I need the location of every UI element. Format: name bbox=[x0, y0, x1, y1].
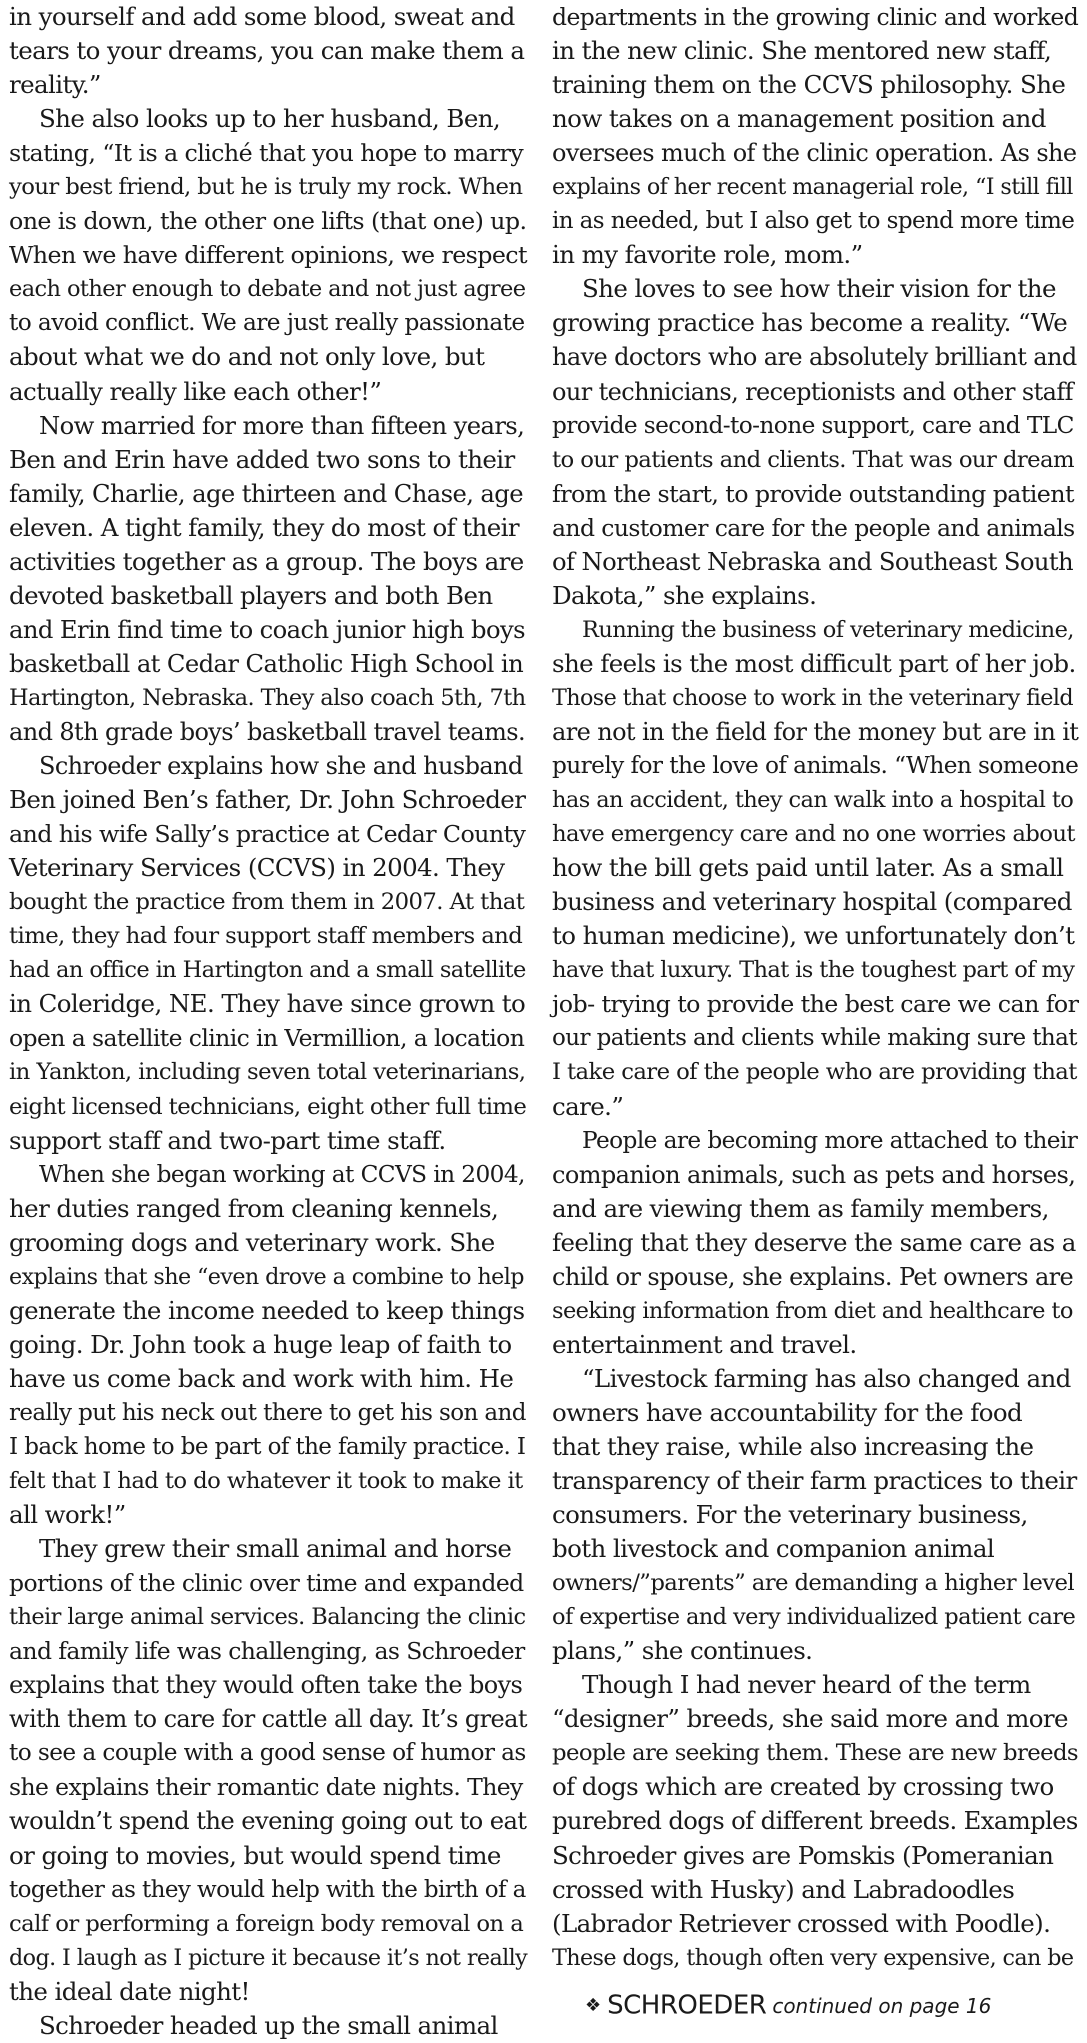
text-line: in yourself and add some blood, sweat and bbox=[9, 2, 515, 31]
text-line: “designer” breeds, she said more and more bbox=[552, 1704, 1068, 1734]
text-line: purebred dogs of different breeds. Examples bbox=[552, 1806, 1078, 1836]
text-line: stating, “It is a cliché that you hope to marry bbox=[9, 139, 524, 168]
text-line: When she began working at CCVS in 2004, bbox=[39, 1160, 525, 1188]
text-line: open a satellite clinic in Vermillion, a location bbox=[9, 1024, 525, 1053]
text-line: have us come back and work with him. He bbox=[9, 1363, 514, 1393]
text-line: one is down, the other one lifts (that one) up. bbox=[9, 207, 527, 236]
text-line: business and veterinary hospital (compared bbox=[552, 887, 1072, 917]
text-line: all work!” bbox=[9, 1500, 126, 1530]
text-line: They grew their small animal and horse bbox=[39, 1534, 512, 1564]
text-line: of dogs which are created by crossing two bbox=[552, 1772, 1054, 1802]
text-line: of expertise and very individualized patient care bbox=[552, 1604, 1076, 1631]
text-line: and 8th grade boys’ basketball travel teams. bbox=[9, 717, 526, 746]
text-line: Schroeder explains how she and husband bbox=[39, 752, 523, 781]
text-line: and customer care for the people and animals bbox=[552, 513, 1075, 542]
text-line: activities together as a group. The boys are bbox=[9, 546, 524, 576]
left-column bbox=[9, 0, 527, 2043]
continuation-name: SCHROEDER bbox=[607, 1990, 767, 2021]
text-line: have that luxury. That is the toughest part of my bbox=[552, 957, 1075, 984]
text-line: child or spouse, she explains. Pet owners are bbox=[552, 1262, 1074, 1291]
text-line: Schroeder headed up the small animal bbox=[39, 2010, 498, 2040]
text-line: to avoid conflict. We are just really passionate bbox=[9, 309, 525, 337]
text-line: support staff and two-part time staff. bbox=[9, 1125, 446, 1155]
text-line: from the start, to provide outstanding patient bbox=[552, 479, 1074, 508]
text-line: Those that choose to work in the veterinary field bbox=[552, 684, 1074, 711]
text-line: I take care of the people who are providing that bbox=[552, 1059, 1077, 1086]
text-line: grooming dogs and veterinary work. She bbox=[9, 1227, 495, 1257]
text-line: of Northeast Nebraska and Southeast South bbox=[552, 546, 1074, 576]
text-line: time, they had four support staff members and bbox=[9, 923, 523, 950]
text-line: Now married for more than fifteen years, bbox=[39, 410, 525, 440]
text-line: how the bill gets paid until later. As a small bbox=[552, 853, 1064, 883]
continuation-text: continued on page 16 bbox=[772, 1993, 992, 2018]
text-line: eleven. A tight family, they do most of their bbox=[9, 512, 519, 542]
text-line: have emergency care and no one worries about bbox=[552, 821, 1075, 848]
text-line: Running the business of veterinary medicine, bbox=[582, 616, 1074, 643]
text-line: and Erin find time to coach junior high boys bbox=[9, 614, 525, 644]
text-line: Ben joined Ben’s father, Dr. John Schroeder bbox=[9, 785, 526, 815]
text-line: that they raise, while also increasing the bbox=[552, 1431, 1034, 1461]
text-line: in Yankton, including seven total veterinarians, bbox=[9, 1059, 526, 1086]
text-line: and his wife Sally’s practice at Cedar County bbox=[9, 820, 526, 849]
right-column bbox=[552, 0, 1078, 1975]
text-line: her duties ranged from cleaning kennels, bbox=[9, 1193, 499, 1223]
text-line: she feels is the most difficult part of her job. bbox=[552, 648, 1076, 678]
text-line: She loves to see how their vision for the bbox=[582, 274, 1056, 304]
text-line: (Labrador Retriever crossed with Poodle). bbox=[552, 1908, 1051, 1938]
text-line: care.” bbox=[552, 1091, 624, 1121]
text-line: to see a couple with a good sense of humor as bbox=[9, 1739, 526, 1767]
text-line: explains of her recent managerial role, “I still fill bbox=[552, 174, 1073, 201]
text-line: in as needed, but I also get to spend more time bbox=[552, 208, 1075, 235]
text-line: departments in the growing clinic and worked bbox=[552, 3, 1079, 31]
text-line: Schroeder gives are Pomskis (Pomeranian bbox=[552, 1840, 1054, 1870]
text-line: “Livestock farming has also changed and bbox=[582, 1363, 1071, 1393]
text-line: people are seeking them. These are new breeds bbox=[552, 1740, 1079, 1767]
text-line: basketball at Cedar Catholic High School in bbox=[9, 648, 524, 678]
text-line: their large animal services. Balancing the clinic bbox=[9, 1604, 526, 1631]
text-line: to human medicine), we unfortunately don’t bbox=[552, 921, 1075, 951]
text-line: tears to your dreams, you can make them a bbox=[9, 36, 525, 66]
text-line: dog. I laugh as I picture it because it’s not really bbox=[9, 1944, 528, 1971]
text-line: owners have accountability for the food bbox=[552, 1397, 1023, 1427]
text-line: crossed with Husky) and Labradoodles bbox=[552, 1874, 1015, 1904]
text-line: both livestock and companion animal bbox=[552, 1534, 995, 1564]
text-line: Ben and Erin have added two sons to their bbox=[9, 444, 515, 474]
text-line: she explains their romantic date nights. They bbox=[9, 1773, 523, 1802]
text-line: seeking information from diet and healthcare to bbox=[552, 1297, 1073, 1324]
text-line: I back home to be part of the family practice. I bbox=[9, 1433, 526, 1460]
text-line: companion animals, such as pets and horses, bbox=[552, 1160, 1076, 1189]
text-line: generate the income needed to keep things bbox=[9, 1295, 525, 1325]
text-line: reality.” bbox=[9, 70, 101, 100]
text-line: and are viewing them as family members, bbox=[552, 1193, 1049, 1223]
text-line: family, Charlie, age thirteen and Chase, age bbox=[9, 478, 523, 508]
text-line: eight licensed technicians, eight other full time bbox=[9, 1093, 527, 1120]
text-line: training them on the CCVS philosophy. She bbox=[552, 70, 1066, 100]
text-line: purely for the love of animals. “When someone bbox=[552, 752, 1079, 780]
text-line: consumers. For the veterinary business, bbox=[552, 1500, 1028, 1530]
text-line: Though I had never heard of the term bbox=[582, 1670, 1031, 1700]
text-line: felt that I had to do whatever it took to make it bbox=[9, 1468, 523, 1495]
text-line: devoted basketball players and both Ben bbox=[9, 580, 493, 610]
text-line: each other enough to debate and not just agree bbox=[9, 276, 526, 303]
text-line: entertainment and travel. bbox=[552, 1329, 857, 1359]
text-line: about what we do and not only love, but bbox=[9, 342, 485, 372]
text-line: Veterinary Services (CCVS) in 2004. They bbox=[9, 853, 505, 883]
text-line: Dakota,” she explains. bbox=[552, 580, 817, 610]
text-line: to our patients and clients. That was our dream bbox=[552, 446, 1074, 473]
text-line: provide second-to-none support, care and TLC bbox=[552, 411, 1074, 439]
text-line: have doctors who are absolutely brilliant and bbox=[552, 343, 1077, 372]
text-line: or going to movies, but would spend time bbox=[9, 1840, 501, 1870]
text-line: portions of the clinic over time and expanded bbox=[9, 1569, 524, 1598]
text-line: really put his neck out there to get his son and bbox=[9, 1399, 526, 1426]
continuation-line bbox=[585, 1985, 991, 2025]
text-line: explains that she “even drove a combine to help bbox=[9, 1263, 524, 1290]
text-line: now takes on a management position and bbox=[552, 104, 1046, 134]
text-line: going. Dr. John took a huge leap of faith to bbox=[9, 1329, 512, 1359]
text-line: and family life was challenging, as Schroeder bbox=[9, 1637, 525, 1666]
text-line: She also looks up to her husband, Ben, bbox=[39, 104, 501, 134]
text-line: in my favorite role, mom.” bbox=[552, 240, 863, 270]
text-line: the ideal date night! bbox=[9, 1976, 250, 2006]
text-line: had an office in Hartington and a small satellite bbox=[9, 957, 526, 984]
text-line: explains that they would often take the boys bbox=[9, 1671, 523, 1700]
text-line: plans,” she continues. bbox=[552, 1636, 813, 1666]
text-line: Hartington, Nebraska. They also coach 5th, 7th bbox=[9, 684, 526, 711]
text-line: feeling that they deserve the same care as a bbox=[552, 1227, 1076, 1257]
text-line: oversees much of the clinic operation. As she bbox=[552, 139, 1077, 168]
text-line: transparency of their farm practices to their bbox=[552, 1466, 1077, 1496]
text-line: calf or performing a foreign body removal on a bbox=[9, 1910, 524, 1937]
text-line: our technicians, receptionists and other staff bbox=[552, 377, 1073, 406]
text-line: together as they would help with the birth of a bbox=[9, 1876, 526, 1903]
text-line: your best friend, but he is truly my rock. When bbox=[9, 174, 523, 201]
text-line: in Coleridge, NE. They have since grown to bbox=[9, 989, 526, 1019]
text-line: People are becoming more attached to their bbox=[582, 1126, 1078, 1154]
text-line: are not in the field for the money but are in it bbox=[552, 717, 1079, 746]
text-line: When we have different opinions, we respect bbox=[9, 241, 527, 270]
text-line: growing practice has become a reality. “We bbox=[552, 308, 1068, 338]
text-line: bought the practice from them in 2007. At that bbox=[9, 889, 525, 916]
text-line: our patients and clients while making sure that bbox=[552, 1025, 1077, 1052]
text-line: with them to care for cattle all day. It’s great bbox=[9, 1705, 527, 1734]
text-line: wouldn’t spend the evening going out to eat bbox=[9, 1806, 527, 1836]
text-line: job- trying to provide the best care we can for bbox=[552, 990, 1079, 1019]
text-line: owners/”parents” are demanding a higher level bbox=[552, 1570, 1074, 1597]
diamond-ornament-icon: ❖ bbox=[585, 1994, 602, 2016]
text-line: has an accident, they can walk into a hospital to bbox=[552, 787, 1074, 814]
text-line: actually really like each other!” bbox=[9, 376, 382, 406]
text-line: in the new clinic. She mentored new staff, bbox=[552, 36, 1052, 66]
text-line: These dogs, though often very expensive, can be bbox=[552, 1944, 1074, 1971]
